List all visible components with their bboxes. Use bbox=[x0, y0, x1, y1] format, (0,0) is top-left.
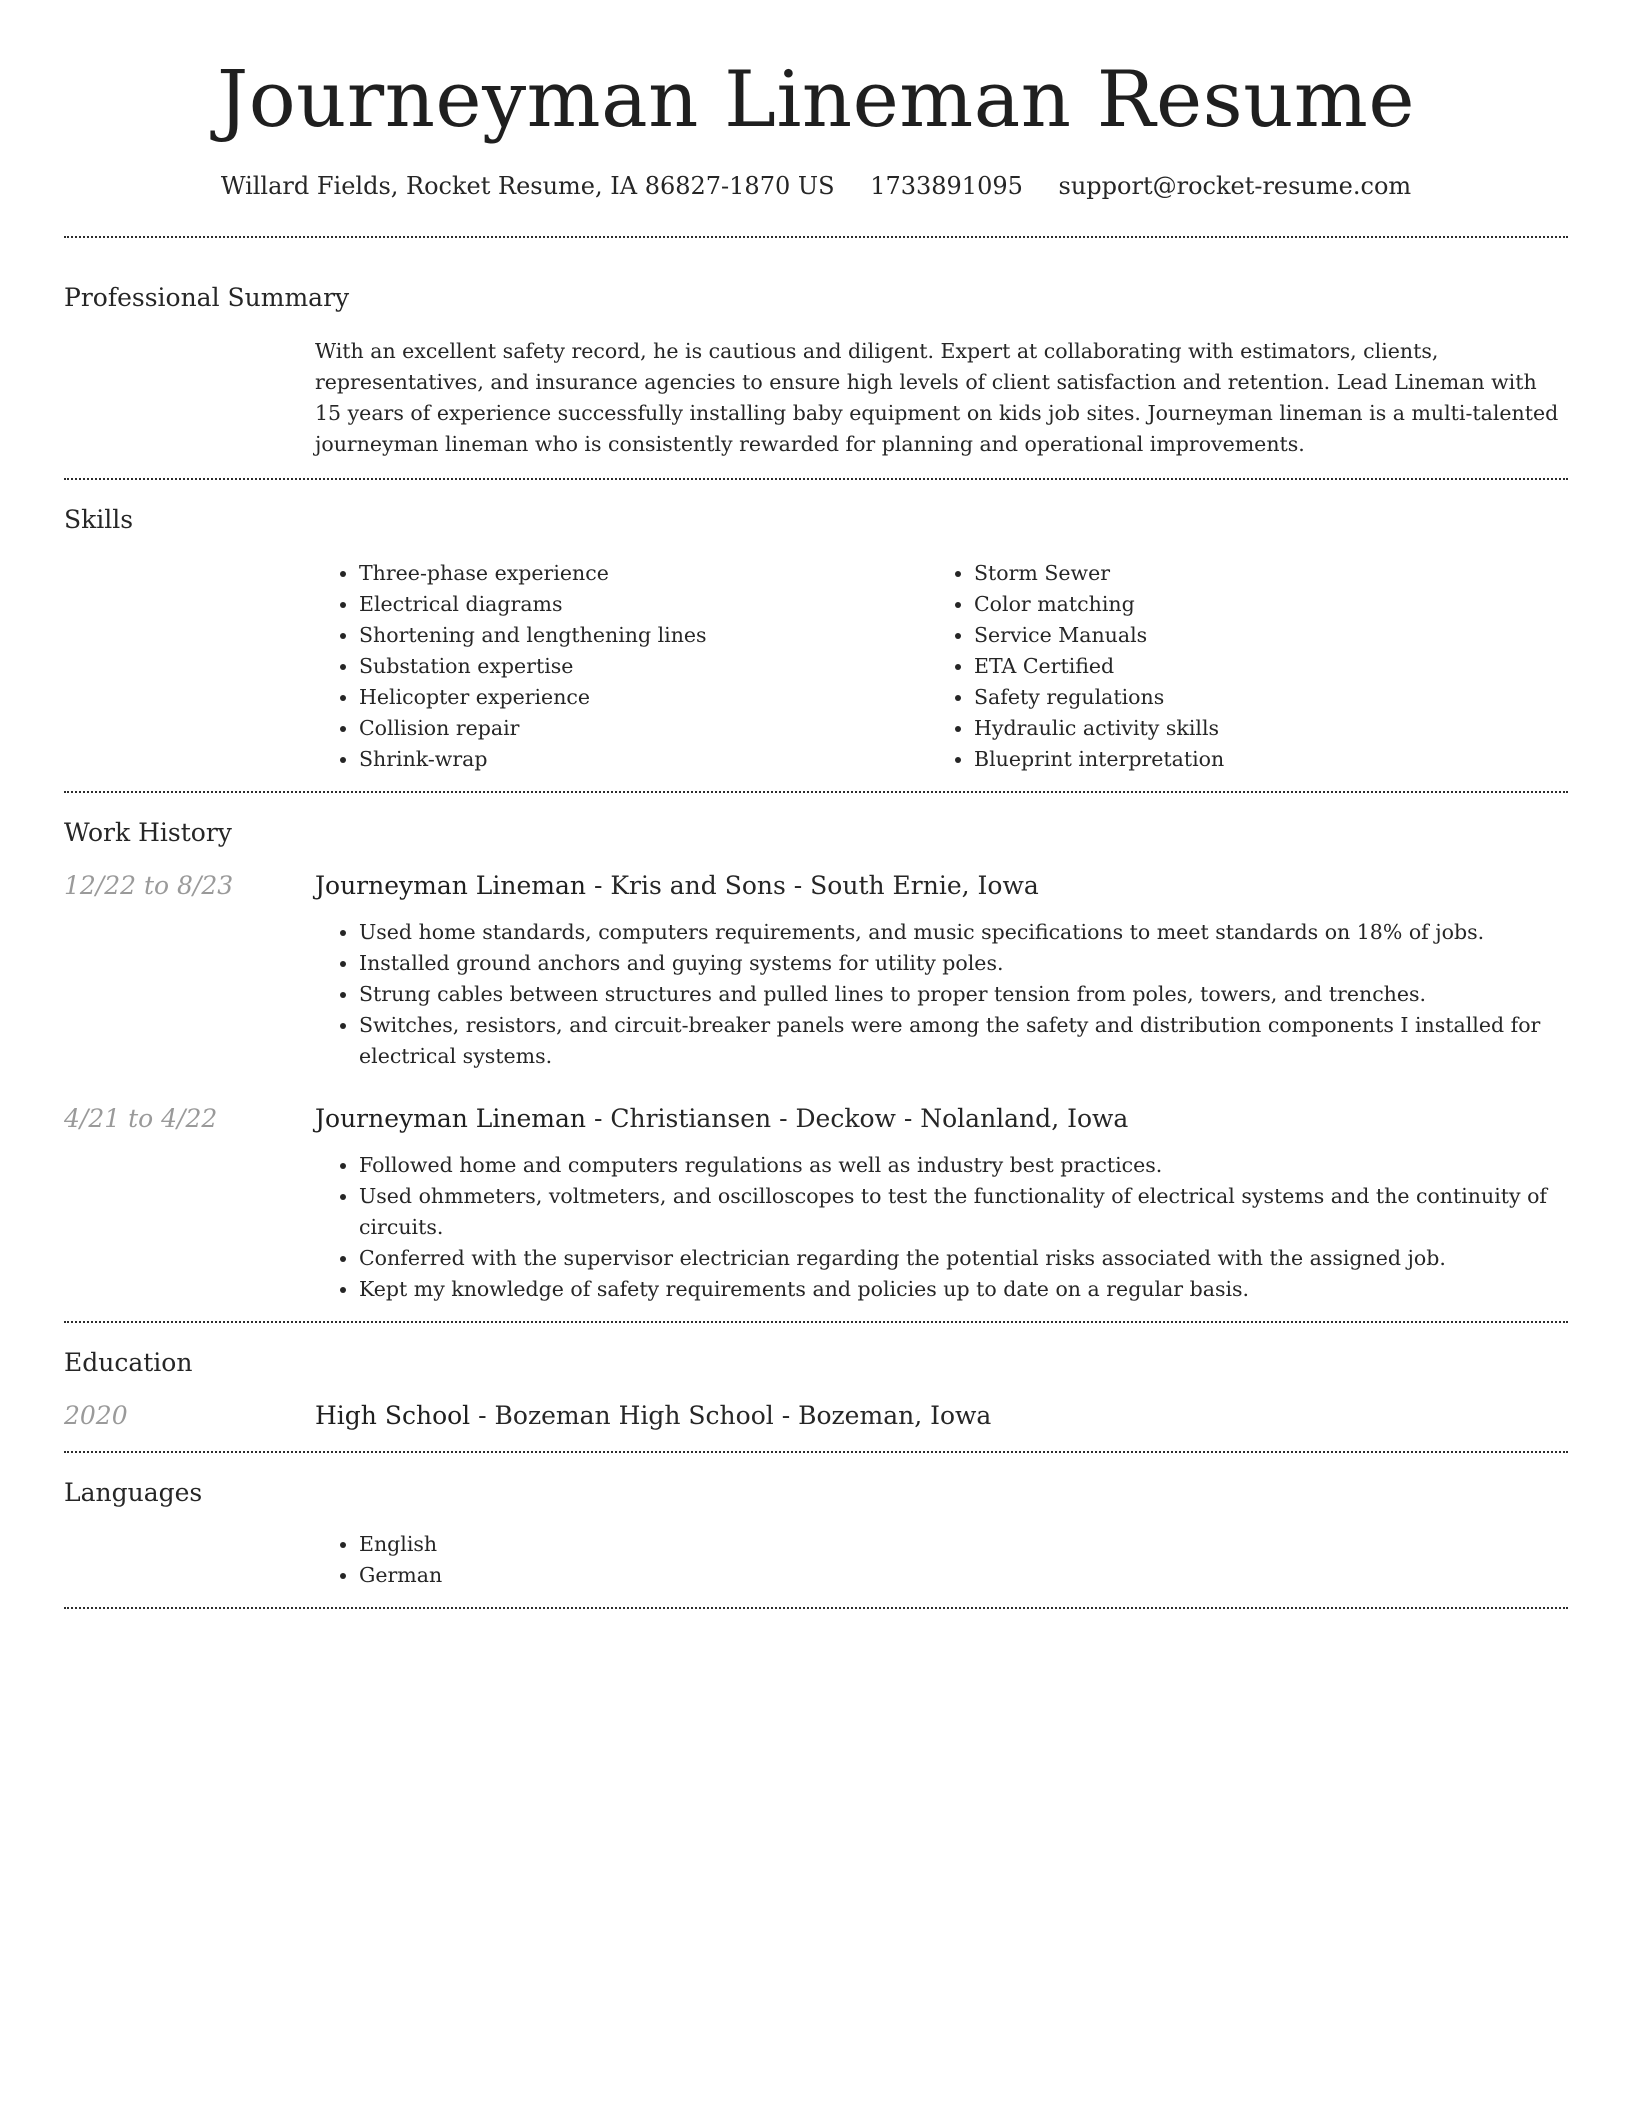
skill-item: • Shortening and lengthening lines bbox=[359, 620, 930, 651]
skill-item: • Safety regulations bbox=[974, 682, 1545, 713]
job-bullet: • Conferred with the supervisor electrician regarding the potential risks associated with the assigned job. bbox=[359, 1243, 1568, 1274]
job-bullet: • Kept my knowledge of safety requirements and policies up to date on a regular basis. bbox=[359, 1274, 1568, 1305]
job-title: Journeyman Lineman bbox=[315, 871, 587, 900]
skill-item: • Collision repair bbox=[359, 713, 930, 744]
contact-email: support@rocket-resume.com bbox=[1058, 172, 1412, 200]
skill-item: • Substation expertise bbox=[359, 651, 930, 682]
skills-heading: Skills bbox=[64, 505, 134, 534]
education-section bbox=[64, 1323, 1568, 1433]
skill-item: • Shrink-wrap bbox=[359, 744, 930, 775]
skill-item: • Helicopter experience bbox=[359, 682, 930, 713]
language-item: • English bbox=[359, 1529, 1568, 1560]
skill-item: • Color matching bbox=[974, 589, 1545, 620]
education-school: - Bozeman High School - Bozeman, Iowa bbox=[470, 1401, 992, 1430]
job-dates: 12/22 to 8/23 bbox=[64, 871, 234, 900]
job-entry bbox=[64, 869, 1568, 903]
contact-phone: 1733891095 bbox=[870, 172, 1023, 200]
summary-heading: Professional Summary bbox=[64, 283, 350, 312]
skill-item: • Storm Sewer bbox=[974, 558, 1545, 589]
job-employer: - Christiansen - Deckow - Nolanland, Iowa bbox=[586, 1104, 1129, 1133]
job-bullets bbox=[315, 1150, 1568, 1305]
language-item: • German bbox=[359, 1560, 1568, 1591]
skill-item: • Electrical diagrams bbox=[359, 589, 930, 620]
languages-list bbox=[315, 1529, 1568, 1591]
work-section bbox=[64, 793, 1568, 1305]
job-dates: 4/21 to 4/22 bbox=[64, 1104, 218, 1133]
education-year: 2020 bbox=[64, 1401, 128, 1430]
languages-section bbox=[64, 1453, 1568, 1591]
job-title: Journeyman Lineman bbox=[315, 1104, 587, 1133]
job-bullet: • Used home standards, computers requirements, and music specifications to meet standards on 18% of jobs. bbox=[359, 917, 1568, 948]
job-bullet: • Switches, resistors, and circuit-breaker panels were among the safety and distribution components I installed for electrical systems. bbox=[359, 1010, 1568, 1072]
job-heading bbox=[315, 869, 1039, 903]
contact-line bbox=[64, 170, 1568, 202]
page-title: Journeyman Lineman Resume bbox=[216, 55, 1416, 145]
divider bbox=[64, 1607, 1568, 1609]
job-employer: - Kris and Sons - South Ernie, Iowa bbox=[586, 871, 1039, 900]
work-heading: Work History bbox=[64, 818, 232, 847]
job-bullet: • Used ohmmeters, voltmeters, and oscilloscopes to test the functionality of electrical systems and the continuity of circuits. bbox=[359, 1181, 1568, 1243]
skills-column-right bbox=[930, 558, 1545, 775]
job-entry bbox=[64, 1102, 1568, 1136]
skill-item: • Service Manuals bbox=[974, 620, 1545, 651]
education-heading: Education bbox=[64, 1348, 193, 1377]
skills-section bbox=[64, 480, 1568, 775]
job-bullet: • Followed home and computers regulations as well as industry best practices. bbox=[359, 1150, 1568, 1181]
job-bullet: • Installed ground anchors and guying systems for utility poles. bbox=[359, 948, 1568, 979]
job-bullets bbox=[315, 917, 1568, 1072]
education-entry bbox=[64, 1399, 1568, 1433]
job-heading bbox=[315, 1102, 1128, 1136]
skills-column-left bbox=[315, 558, 930, 775]
skill-item: • Three-phase experience bbox=[359, 558, 930, 589]
education-degree: High School bbox=[315, 1401, 471, 1430]
contact-address: Willard Fields, Rocket Resume, IA 86827-1870 US bbox=[220, 172, 835, 200]
skill-item: • ETA Certified bbox=[974, 651, 1545, 682]
summary-text: With an excellent safety record, he is cautious and diligent. Expert at collaborating with estimators, clients, representatives, and insurance agencies to ensure high levels of client satisfaction and retention. Lead Lineman with 15 years of experience successfully installing baby equipment on kids job sites. Journeyman lineman is a multi-talented journeyman lineman who is consistently rewarded for planning and operational improvements. bbox=[315, 339, 1559, 456]
job-bullet: • Strung cables between structures and pulled lines to proper tension from poles, towers, and trenches. bbox=[359, 979, 1568, 1010]
skills-columns bbox=[315, 558, 1568, 775]
education-heading-line bbox=[315, 1399, 991, 1433]
skill-item: • Blueprint interpretation bbox=[974, 744, 1545, 775]
skill-item: • Hydraulic activity skills bbox=[974, 713, 1545, 744]
languages-heading: Languages bbox=[64, 1478, 203, 1507]
summary-section bbox=[64, 238, 1568, 460]
